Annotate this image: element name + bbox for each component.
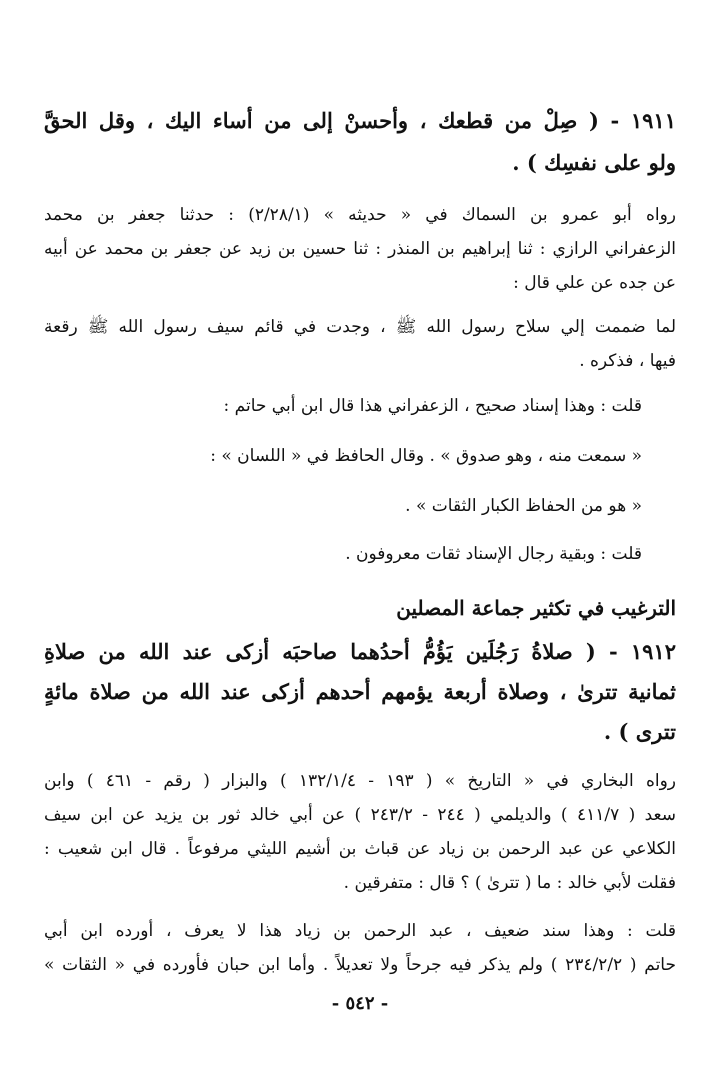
comment-1911-line-4: قلت : وبقية رجال الإسناد ثقات معروفون . [345,544,642,564]
matn-1911-line-1: لما ضممت إلي سلاح رسول الله ﷺ ، وجدت في قائم سيف رسول الله ﷺ رقعة [44,317,676,337]
hadith-1912-line-3: تترى ) . [603,719,676,744]
riwaya-1911-line-1: رواه أبو عمرو بن السماك في « حديثه » (٢/٢٨/١) : حدثنا جعفر بن محمد [44,205,676,225]
riwaya-1912-line-4: فقلت لأبي خالد : ما ( تترىٰ ) ؟ قال : متفرقين . [343,873,676,893]
comment-1911-line-2: « سمعت منه ، وهو صدوق » . وقال الحافظ في « اللسان » : [210,446,642,466]
riwaya-1912-line-3: الكلاعي عن عبد الرحمن بن زياد عن قباث بن أشيم الليثي مرفوعاً . قال ابن شعيب : [44,839,676,859]
page-number: - ٥٤٢ - [331,993,389,1014]
comment-1912-line-2: حاتم ( ٢٣٤/٢/٢ ) ولم يذكر فيه جرحاً ولا تعديلاً . وأما ابن حبان فأورده في « الثقات » [44,955,676,975]
section-heading: الترغيب في تكثير جماعة المصلين [396,596,676,620]
comment-1912-line-1: قلت : وهذا سند ضعيف ، عبد الرحمن بن زياد هذا لا يعرف ، أورده ابن أبي [44,921,676,941]
comment-1911-line-3: « هو من الحفاظ الكبار الثقات » . [405,496,642,516]
riwaya-1912-line-2: سعد ( ٤١١/٧ ) والديلمي ( ٢٤٤ - ٢٤٣/٢ ) عن أبي خالد ثور بن يزيد عن ابن سيف [44,805,676,825]
riwaya-1912-line-1: رواه البخاري في « التاريخ » ( ١٩٣ - ١٣٢/١/٤ ) والبزار ( رقم - ٤٦١ ) وابن [44,771,676,791]
riwaya-1911-line-2: الزعفراني الرازي : ثنا إبراهيم بن المنذر : ثنا حسين بن زيد عن جعفر بن محمد عن أبيه [44,239,676,259]
hadith-1912-line-2: ثمانية تترىٰ ، وصلاة أربعة يؤمهم أحدهم أزكى عند الله من صلاة مائةٍ [44,679,676,704]
matn-1911-line-2: فيها ، فذكره . [579,351,676,371]
hadith-1911-line-1: ١٩١١ - ( صِلْ من قطعك ، وأحسنْ إلى من أساء اليك ، وقل الحقَّ [44,108,676,133]
hadith-1911-line-2: ولو على نفسِك ) . [512,150,676,175]
riwaya-1911-line-3: عن جده عن علي قال : [513,273,676,293]
hadith-1912-line-1: ١٩١٢ - ( صلاةُ رَجُلَين يَؤُمُّ أحدُهما صاحبَه أزكى عند الله من صلاةِ [44,639,676,664]
comment-1911-line-1: قلت : وهذا إسناد صحيح ، الزعفراني هذا قال ابن أبي حاتم : [223,396,642,416]
